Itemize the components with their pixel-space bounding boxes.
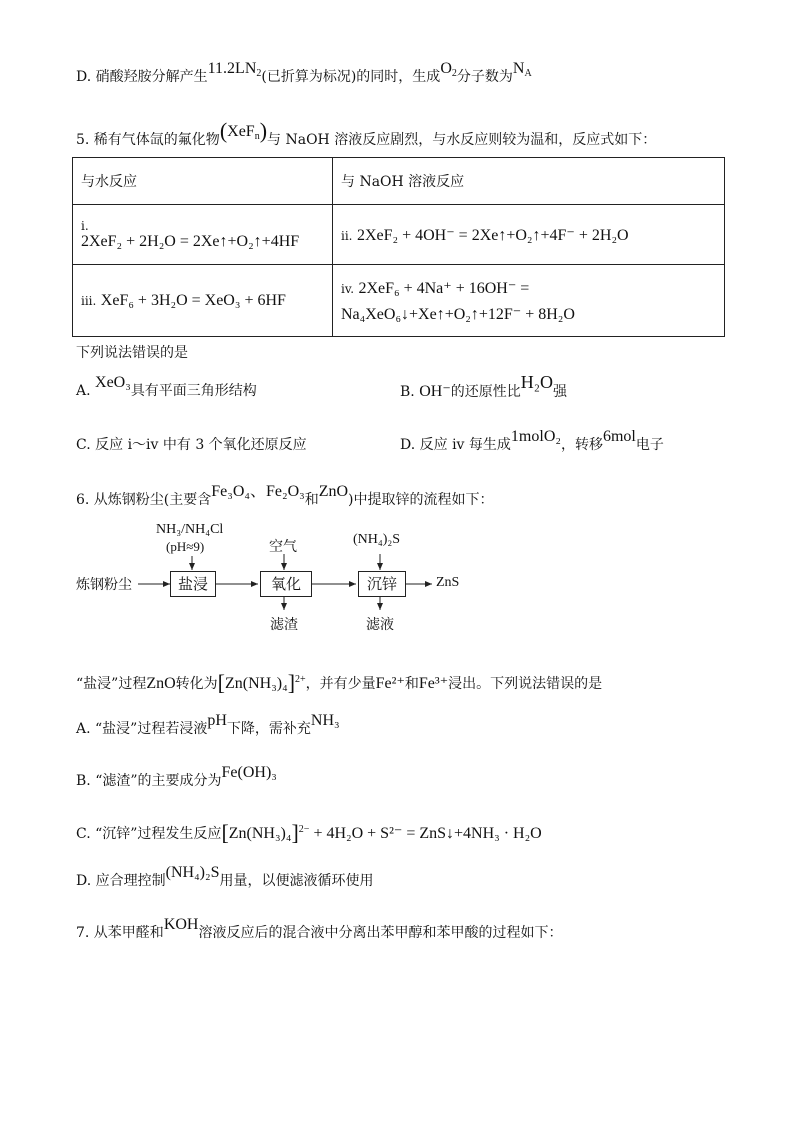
flow-residue: 滤渣 [270,617,298,633]
flow-reagent-1: NH₃/NH₄Cl [156,522,224,537]
q6-option-a-nh3: NH₃ [310,712,340,729]
q5-option-d [400,428,664,454]
q4d-suffix: 分子数为 [456,69,513,85]
q5-formula: (XeF$_n$) [219,118,268,143]
reaction-table [72,157,725,337]
reaction-i-label: i. [81,218,89,233]
q6-option-b-text: B. “滤渣”的主要成分为 [76,773,222,789]
table-row [73,265,725,337]
q5-option-a-text: 具有平面三角形结构 [130,383,257,399]
q5-option-b-text: 的还原性比 [450,384,521,400]
table-row [73,205,725,265]
q6-stem-complex: $[Zn(NH_3)_4]^{2+}$ [217,670,306,695]
q6-option-c [76,818,542,844]
q6-stem-and: 和 [404,676,419,692]
q6-option-d-text: D. 应合理控制 [76,873,166,889]
q6-option-c-complex: $[Zn(NH_3)_4]^{2-}$ [221,820,310,845]
q6-option-a-text2: 下降，需补充 [226,721,311,737]
reaction-i [73,205,333,265]
reaction-iv-equation-line2: Na₄XeO₆↓+Xe↑+O₂↑+12F⁻ + 8H₂O [341,305,575,323]
reaction-ii-label: ii. [341,228,353,243]
q7-prefix: 7. 从苯甲醛和 [76,925,164,941]
q6-f2: Fe₂O₃ [266,483,305,500]
q5-option-b [400,372,568,401]
q6-f1: Fe₃O₄、 [211,483,266,500]
q4d-quantity: $11.2LN_2$ [207,60,262,79]
q4d-prefix: D. 硝酸羟胺分解产生 [76,69,208,85]
q6-option-a-ph: pH [207,712,227,729]
q6-option-b-formula: Fe(OH)₃ [221,764,277,781]
q6-stem-fe2: Fe²⁺ [375,675,405,692]
q5-stem: 下列说法错误的是 [76,345,188,361]
q6-option-b [76,764,277,790]
q5-option-d-label: D. 反应 iv 每生成 [400,437,511,453]
q5-intro-suffix: 与 NaOH 溶液反应剧烈，与水反应则较为温和，反应式如下： [267,132,657,148]
reaction-iv [333,265,725,337]
q6-stem-prefix: “盐浸”过程 [76,676,147,692]
q4d-middle: (已折算为标况)的同时，生成 [261,69,441,85]
q6-option-d-formula: (NH₄)₂S [165,864,220,881]
q6-stem [76,668,602,694]
reaction-iv-label: iv. [341,281,355,296]
q5-option-d-formula2: 6mol [602,428,636,445]
q5-option-b-label: B. [400,384,415,400]
q5-option-d-formula: 1molO₂ [510,428,561,445]
flow-step-leach: 盐浸 [170,571,216,597]
q6-option-a-text: A. “盐浸”过程若浸液 [76,721,208,737]
reaction-i-equation: 2XeF₂ + 2H₂O = 2Xe↑+O₂↑+4HF [81,232,300,250]
flow-reagent-3: (NH₄)₂S [353,532,401,547]
flow-step-precipitate: 沉锌 [358,571,406,597]
q6-option-d [76,864,374,890]
flow-condition-1: (pH≈9) [166,539,205,554]
q7-suffix: 溶液反应后的混合液中分离出苯甲醇和苯甲酸的过程如下： [198,925,563,941]
table-header-row [73,158,725,205]
q5-option-a-label: A. [76,383,91,399]
q5-intro [76,118,657,150]
q4d-na: $N_A$ [512,60,532,79]
q5-option-d-text: ，转移 [560,437,603,453]
q5-option-a [76,374,257,400]
q5-option-d-text2: 电子 [635,437,664,453]
reaction-iii [73,265,333,337]
q5-option-c: C. 反应 i～iv 中有 3 个氧化还原反应 [76,437,307,453]
reaction-iii-label: iii. [81,293,97,308]
reaction-ii-equation: 2XeF₂ + 4OH⁻ = 2Xe↑+O₂↑+4F⁻ + 2H₂O [356,226,629,244]
q6-f3: ZnO [318,483,349,500]
q6-option-c-text: C. “沉锌”过程发生反应 [76,826,222,842]
reaction-iii-equation: XeF₆ + 3H₂O = XeO₃ + 6HF [100,291,286,309]
q5-option-a-formula: XeO₃ [95,374,131,391]
q6-stem-mid: 转化为 [175,676,218,692]
flow-filtrate: 滤液 [366,617,394,633]
q6-stem-mid2: ，并有少量 [305,676,376,692]
q6-and: 和 [304,492,319,508]
q6-intro-prefix: 6. 从炼钢粉尘(主要含 [76,492,212,508]
q5-option-b-text2: 强 [553,384,568,400]
table-header-naoh: 与 NaOH 溶液反应 [333,158,725,205]
q5-option-b-formula: OH⁻ [419,383,451,400]
q4-option-d [76,60,532,87]
q6-intro [76,483,494,509]
q6-option-d-text2: 用量，以便滤液循环使用 [219,873,374,889]
q5-option-b-formula2: H₂O [520,372,554,392]
q6-stem-fe3: Fe³⁺ [418,675,449,692]
q4d-o2: $O_2$ [440,60,457,79]
flow-reagent-2: 空气 [269,539,297,555]
reaction-ii [333,205,725,265]
table-header-water: 与水反应 [73,158,333,205]
q5-intro-prefix: 5. 稀有气体氙的氟化物 [76,132,220,148]
q6-stem-suffix: 浸出。下列说法错误的是 [448,676,603,692]
flow-start: 炼钢粉尘 [76,577,132,593]
flow-step-oxidize: 氧化 [260,571,312,597]
q6-option-c-equation: + 4H₂O + S²⁻ = ZnS↓+4NH₃ · H₂O [309,825,542,842]
q6-stem-zno: ZnO [146,675,176,692]
flow-product: ZnS [436,575,460,590]
q6-option-a [76,712,340,738]
q7-koh: KOH [163,916,199,933]
q7-intro [76,916,563,942]
reaction-iv-equation-line1: 2XeF₆ + 4Na⁺ + 16OH⁻ = [358,279,530,297]
zinc-flow-diagram [70,522,490,642]
q6-intro-suffix: )中提取锌的流程如下： [348,492,494,508]
